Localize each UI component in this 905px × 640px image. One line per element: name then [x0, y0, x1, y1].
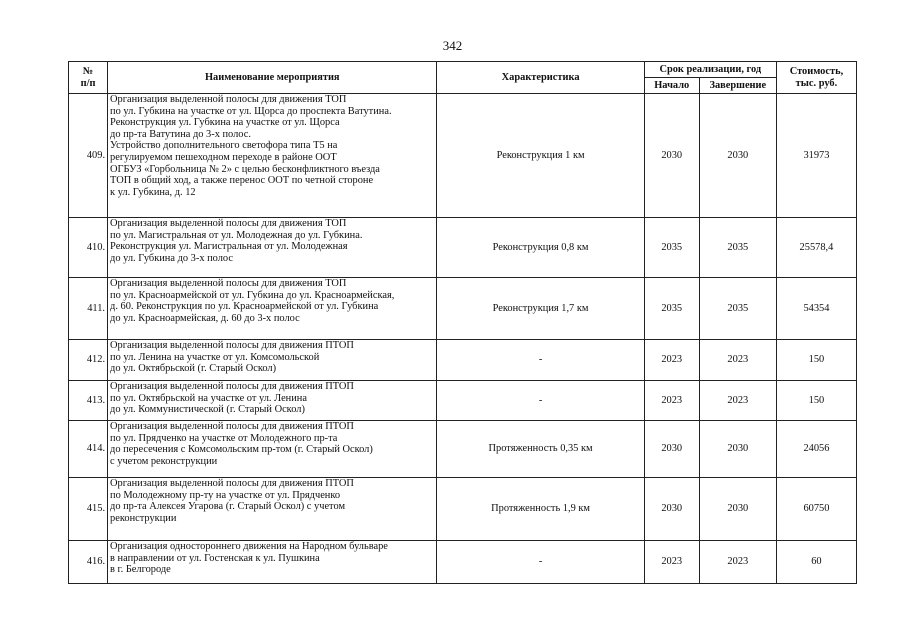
characteristic-cell: Реконструкция 1,7 км: [437, 278, 644, 340]
start-year-cell: 2035: [644, 278, 699, 340]
table-row: [69, 541, 857, 584]
table-row: [69, 340, 857, 381]
header-num-line1: №: [82, 65, 94, 77]
measure-name: [108, 541, 437, 584]
cost-cell: 60750: [776, 478, 856, 541]
measure-name: [108, 278, 437, 340]
end-year-cell: 2035: [699, 218, 776, 278]
row-number: 412.: [69, 340, 108, 381]
measure-name-line: Организация выделенной полосы для движения ПТОП: [110, 478, 354, 489]
table-row: [69, 278, 857, 340]
header-num: [69, 62, 108, 94]
measure-name-line: до пр-та Алексея Угарова (г. Старый Оскол) с учетом: [110, 501, 346, 513]
start-year-cell: 2023: [644, 381, 699, 421]
cost-cell: 31973: [776, 94, 856, 218]
measure-name-line: по ул. Губкина на участке от ул. Щорса до проспекта Ватутина.: [110, 105, 392, 117]
end-year-cell: 2030: [699, 421, 776, 478]
measure-name-line: Организация выделенной полосы для движения ПТОП: [110, 340, 354, 351]
start-year-cell: 2030: [644, 478, 699, 541]
measure-name-line: в г. Белгороде: [110, 564, 171, 576]
cost-cell: 60: [776, 541, 856, 584]
measure-name-line: в направлении от ул. Гостенская к ул. Пушкина: [110, 552, 320, 564]
measure-name-line: до ул. Губкина до 3-х полос: [110, 252, 233, 264]
start-year-cell: 2030: [644, 94, 699, 218]
start-year-cell: 2035: [644, 218, 699, 278]
characteristic-cell: Реконструкция 1 км: [437, 94, 644, 218]
table-row: [69, 218, 857, 278]
measure-name-line: по ул. Красноармейской от ул. Губкина до ул. Красноармейская,: [110, 289, 395, 301]
measure-name-line: Организация выделенной полосы для движения ПТОП: [110, 421, 354, 432]
measures-table: [68, 61, 857, 584]
header-period: Срок реализации, год: [644, 62, 776, 78]
header-start: Начало: [644, 78, 699, 94]
header-cost: [776, 62, 856, 94]
row-number: 413.: [69, 381, 108, 421]
characteristic-cell: -: [437, 381, 644, 421]
measure-name-line: по ул. Прядченко на участке от Молодежного пр-та: [110, 432, 338, 444]
characteristic-cell: Реконструкция 0,8 км: [437, 218, 644, 278]
measure-name-line: Организация одностороннего движения на Народном бульваре: [110, 541, 388, 552]
measure-name: [108, 421, 437, 478]
cost-cell: 25578,4: [776, 218, 856, 278]
end-year-cell: 2035: [699, 278, 776, 340]
table-body: [69, 94, 857, 584]
measure-name-line: до пр-та Ватутина до 3-х полос.: [110, 128, 251, 140]
header-cost-line2: тыс. руб.: [795, 77, 838, 89]
end-year-cell: 2030: [699, 94, 776, 218]
measure-name-line: реконструкции: [110, 512, 177, 524]
header-characteristic: Характеристика: [437, 62, 644, 94]
measure-name-line: Организация выделенной полосы для движения ПТОП: [110, 381, 354, 392]
measure-name-line: Организация выделенной полосы для движения ТОП: [110, 278, 347, 289]
measure-name-line: Устройство дополнительного светофора типа Т5 на: [110, 140, 338, 152]
measure-name-line: Реконструкция ул. Магистральная от ул. Молодежная: [110, 241, 348, 253]
measure-name-line: по ул. Октябрьской на участке от ул. Ленина: [110, 392, 307, 404]
measure-name-line: к ул. Губкина, д. 12: [110, 186, 196, 198]
measure-name-line: до ул. Красноармейская, д. 60 до 3-х полос: [110, 312, 300, 324]
measure-name-line: по Молодежному пр-ту на участке от ул. Прядченко: [110, 489, 341, 501]
table-row: [69, 421, 857, 478]
measure-name-line: д. 60. Реконструкция по ул. Красноармейской от ул. Губкина: [110, 301, 379, 313]
characteristic-cell: -: [437, 340, 644, 381]
measure-name-line: ТОП в общий ход, а также перенос ООТ по четной стороне: [110, 175, 374, 187]
start-year-cell: 2023: [644, 541, 699, 584]
measure-name-line: Реконструкция ул. Губкина на участке от ул. Щорса: [110, 117, 340, 129]
measure-name-line: Организация выделенной полосы для движения ТОП: [110, 94, 347, 105]
measure-name-line: ОГБУЗ «Горбольница № 2» с целью бесконфликтного въезда: [110, 163, 380, 175]
header-num-line2: п/п: [80, 77, 96, 89]
measure-name-line: по ул. Ленина на участке от ул. Комсомольской: [110, 351, 320, 363]
row-number: 415.: [69, 478, 108, 541]
measure-name-line: регулируемом пешеходном переходе в районе ООТ: [110, 151, 337, 163]
measure-name-line: по ул. Магистральная от ул. Молодежная до ул. Губкина.: [110, 229, 363, 241]
cost-cell: 150: [776, 340, 856, 381]
measure-name-line: с учетом реконструкции: [110, 455, 218, 467]
measure-name-line: Организация выделенной полосы для движения ТОП: [110, 218, 347, 229]
row-number: 410.: [69, 218, 108, 278]
cost-cell: 54354: [776, 278, 856, 340]
measure-name-line: до пересечения с Комсомольским пр-том (г. Старый Оскол): [110, 444, 373, 456]
header-cost-line1: Стоимость,: [789, 65, 844, 77]
table-row: [69, 478, 857, 541]
header-end: Завершение: [699, 78, 776, 94]
header-name: Наименование мероприятия: [108, 62, 437, 94]
measure-name: [108, 94, 437, 218]
end-year-cell: 2023: [699, 381, 776, 421]
table-row: [69, 94, 857, 218]
start-year-cell: 2023: [644, 340, 699, 381]
measure-name: [108, 218, 437, 278]
table-row: [69, 381, 857, 421]
cost-cell: 150: [776, 381, 856, 421]
characteristic-cell: Протяженность 0,35 км: [437, 421, 644, 478]
characteristic-cell: Протяженность 1,9 км: [437, 478, 644, 541]
measure-name: [108, 381, 437, 421]
row-number: 416.: [69, 541, 108, 584]
start-year-cell: 2030: [644, 421, 699, 478]
measure-name-line: до ул. Коммунистической (г. Старый Оскол): [110, 404, 305, 416]
row-number: 414.: [69, 421, 108, 478]
measure-name: [108, 478, 437, 541]
row-number: 411.: [69, 278, 108, 340]
end-year-cell: 2030: [699, 478, 776, 541]
row-number: 409.: [69, 94, 108, 218]
characteristic-cell: -: [437, 541, 644, 584]
page-number: 342: [442, 38, 463, 53]
measure-name-line: до ул. Октябрьской (г. Старый Оскол): [110, 363, 277, 375]
end-year-cell: 2023: [699, 340, 776, 381]
measure-name: [108, 340, 437, 381]
cost-cell: 24056: [776, 421, 856, 478]
end-year-cell: 2023: [699, 541, 776, 584]
